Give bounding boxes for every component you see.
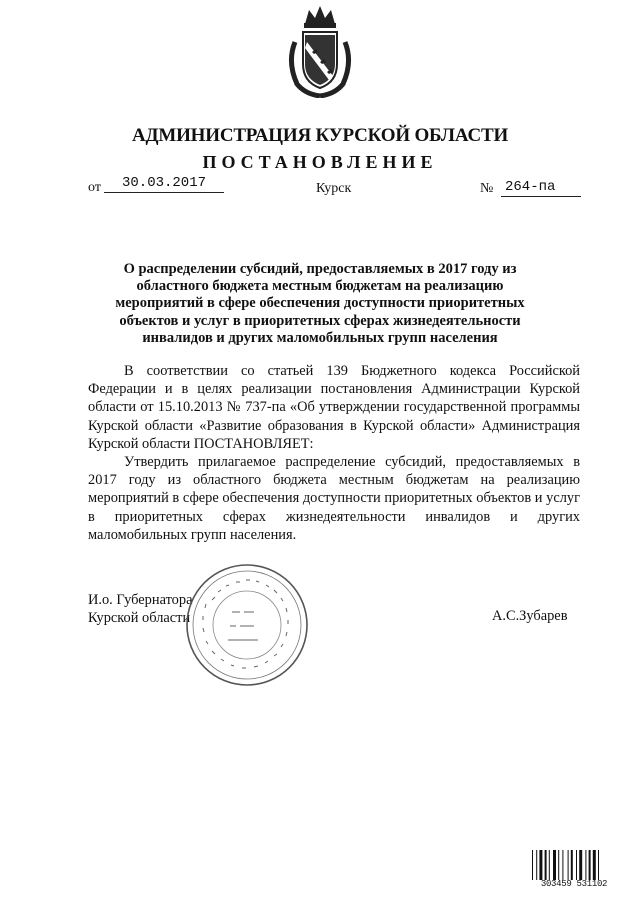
barcode-bar [532, 850, 533, 880]
barcode-bar [562, 850, 563, 880]
title-line: объектов и услуг в приоритетных сферах жизнедеятельности [119, 312, 521, 329]
barcode-bar [593, 850, 596, 880]
organization-heading: АДМИНИСТРАЦИЯ КУРСКОЙ ОБЛАСТИ [131, 125, 509, 146]
barcode-number: 303459 531102 [540, 879, 608, 889]
number-prefix: № [480, 181, 494, 196]
document-body [88, 362, 580, 544]
signatory-position-line: Курской области [88, 610, 191, 627]
document-date: 30.03.2017 [104, 174, 224, 193]
title-line: О распределении субсидий, предоставляемых в 2017 году из [123, 261, 517, 277]
barcode-bar [598, 850, 599, 880]
body-paragraph: В соответствии со статьей 139 Бюджетного кодекса Российской Федерации и в целях реализации постановления Администрации Курской области от 15.10.2013 № 737-па «Об утверждении государственной программы Курской области «Развитие образования в Курской области» Администрация Курской области ПОСТАНОВЛЯЕТ: [88, 363, 580, 452]
title-line: инвалидов и других маломобильных групп населения [142, 329, 498, 346]
document-number: 264-па [501, 178, 581, 197]
barcode-bar [589, 850, 591, 880]
title-line: мероприятий в сфере обеспечения доступности приоритетных [115, 295, 525, 312]
barcode-bar [558, 850, 559, 880]
title-line: областного бюджета местным бюджетам на реализацию [136, 278, 504, 295]
barcode-bar [539, 850, 542, 880]
barcode-bar [576, 850, 577, 880]
barcode [531, 850, 617, 880]
date-prefix: от [88, 180, 101, 195]
barcode-bar [536, 850, 537, 880]
document-title [90, 261, 550, 347]
barcode-bar [579, 850, 582, 880]
document-city: Курск [316, 181, 352, 196]
body-paragraph: Утвердить прилагаемое распределение субсидий, предоставляемых в 2017 году из областного бюджета местным бюджетам на реализацию мероприятий в сфере обеспечения доступности приоритетных объектов и услуг в приоритетных сферах жизнедеятельности инвалидов и других маломобильных групп населения. [88, 454, 580, 543]
coat-of-arms-emblem [285, 2, 355, 98]
document-type-heading: ПОСТАНОВЛЕНИЕ [202, 152, 438, 172]
barcode-bar [553, 850, 556, 880]
official-stamp [182, 560, 312, 690]
barcode-bar [549, 850, 550, 880]
signatory-name: А.С.Зубарев [492, 608, 568, 624]
signatory-position-line: И.о. Губернатора [88, 592, 193, 608]
barcode-bar [571, 850, 573, 880]
barcode-bar [568, 850, 569, 880]
signatory-position [88, 591, 192, 627]
barcode-bar [585, 850, 586, 880]
barcode-bar [545, 850, 547, 880]
